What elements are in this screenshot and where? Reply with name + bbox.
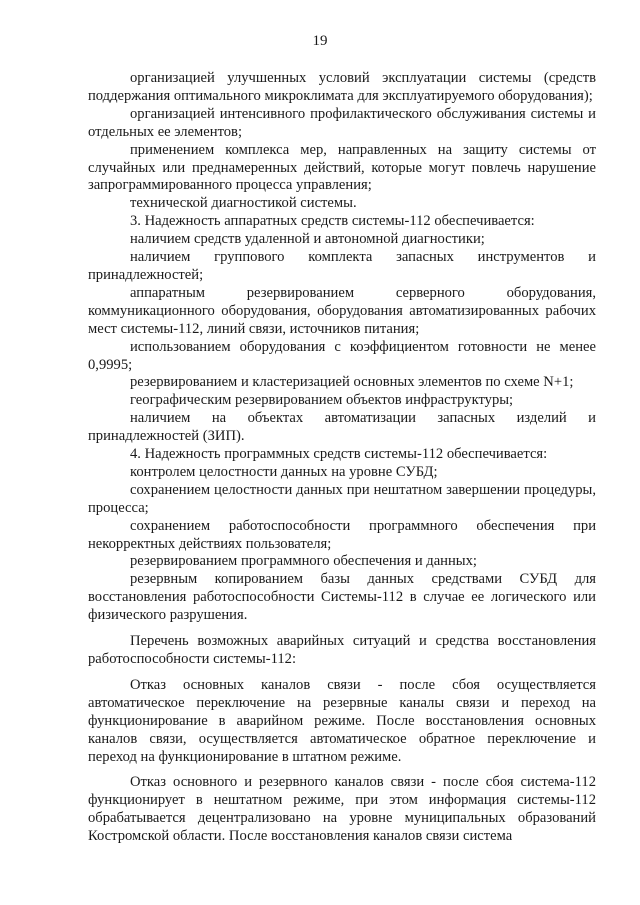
paragraph: географическим резервированием объектов инфраструктуры; bbox=[130, 392, 514, 409]
paragraph: резервным копированием базы данных средствами СУБД для восстановления работоспособности Системы-112 в случае ее логического или физического разрушения. bbox=[88, 571, 596, 624]
emergency-list-intro: Перечень возможных аварийных ситуаций и средства восстановления работоспособности системы-112: bbox=[88, 633, 596, 667]
paragraph: резервированием и кластеризацией основных элементов по схеме N+1; bbox=[130, 374, 574, 391]
body-text bbox=[88, 70, 596, 846]
section-heading-software: 4. Надежность программных средств системы-112 обеспечивается: bbox=[130, 446, 548, 463]
paragraph: организацией интенсивного профилактического обслуживания системы и отдельных ее элементов; bbox=[88, 105, 596, 140]
paragraph: наличием на объектах автоматизации запасных изделий и принадлежностей (ЗИП). bbox=[88, 410, 596, 445]
paragraph: контролем целостности данных на уровне СУБД; bbox=[130, 463, 438, 480]
paragraph: применением комплекса мер, направленных на защиту системы от случайных или преднамеренных действий, которые могут повлечь нарушение запрограммированного процесса управления; bbox=[88, 141, 596, 194]
paragraph: резервированием программного обеспечения и данных; bbox=[130, 553, 477, 570]
paragraph: использованием оборудования с коэффициентом готовности не менее 0,9995; bbox=[88, 338, 596, 373]
paragraph: Отказ основных каналов связи - после сбоя осуществляется автоматическое переключение на резервные каналы связи и переход на функционирование в аварийном режиме. После восстановления основных каналов связи, осуществляется автоматическое обратное переключение и переход на функционирование в штатном режиме. bbox=[88, 676, 596, 765]
paragraph: организацией улучшенных условий эксплуатации системы (средств поддержания оптимального микроклимата для эксплуатируемого оборудования); bbox=[88, 70, 596, 104]
paragraph: Отказ основного и резервного каналов связи - после сбоя система-112 функционирует в нештатном режиме, при этом информация системы-112 обрабатывается децентрализовано на уровне муниципальных образований Костромской области. После восстановления каналов связи система bbox=[88, 774, 596, 845]
paragraph: аппаратным резервированием серверного оборудования, коммуникационного оборудования, оборудования автоматизированных рабочих мест системы-112, линий связи, источников питания; bbox=[88, 284, 596, 337]
paragraph: технической диагностикой системы. bbox=[130, 195, 357, 212]
paragraph: наличием группового комплекта запасных инструментов и принадлежностей; bbox=[88, 249, 596, 283]
section-heading-hardware: 3. Надежность аппаратных средств системы-112 обеспечивается: bbox=[130, 213, 535, 230]
paragraph: сохранением целостности данных при нештатном завершении процедуры, процесса; bbox=[88, 481, 596, 516]
page-number: 19 bbox=[312, 33, 328, 49]
paragraph: наличием средств удаленной и автономной диагностики; bbox=[130, 231, 485, 248]
paragraph: сохранением работоспособности программного обеспечения при некорректных действиях пользователя; bbox=[88, 517, 596, 552]
